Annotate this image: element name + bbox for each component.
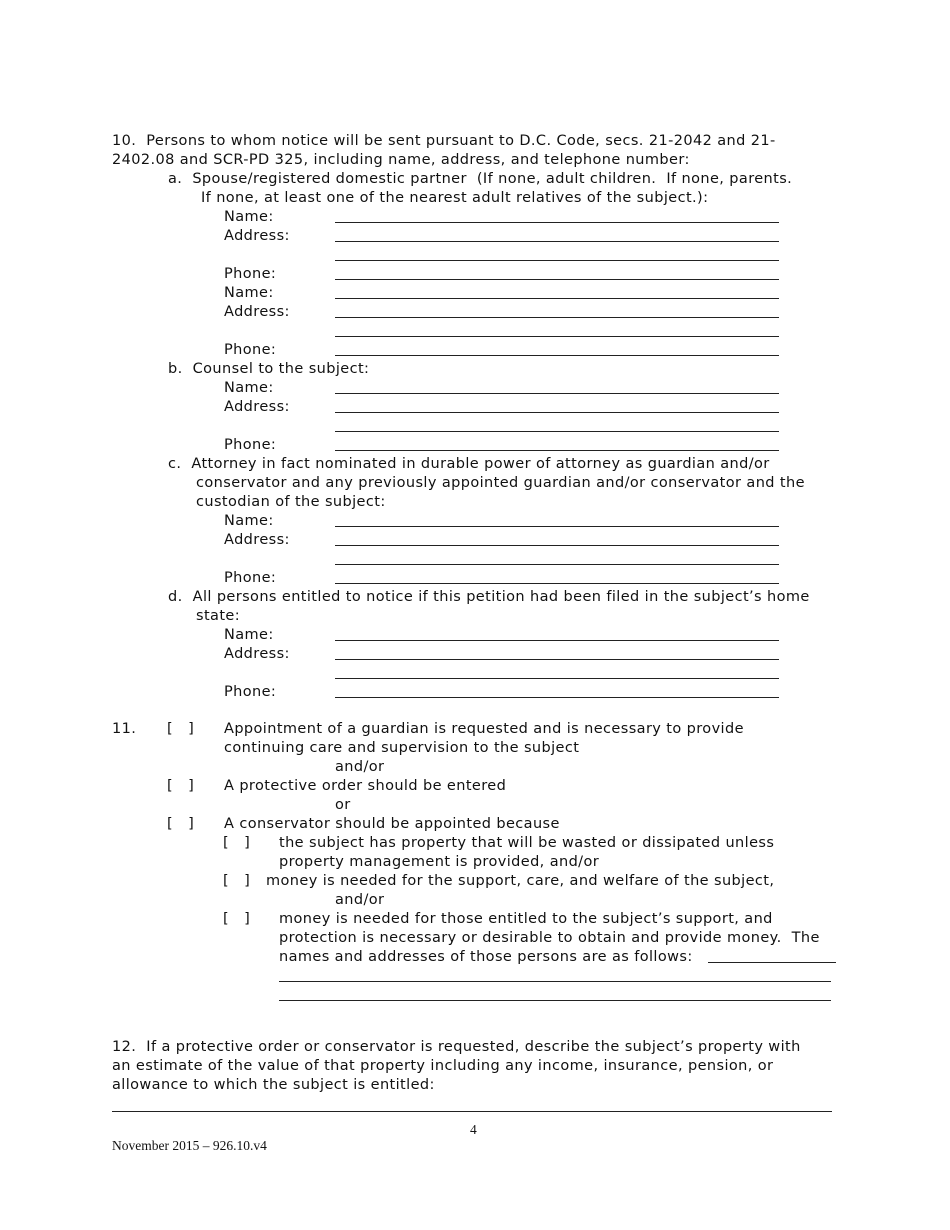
q10d-phone-field[interactable]	[335, 697, 779, 698]
q12-property-field[interactable]	[112, 1111, 832, 1112]
q10b-address-field-2[interactable]	[335, 431, 779, 432]
q11-reason1-text-cont: property management is provided, and/or	[279, 854, 600, 870]
q10c-phone-field[interactable]	[335, 583, 779, 584]
q12-text-line3: allowance to which the subject is entitled:	[112, 1077, 435, 1093]
q10c-name-label: Name:	[224, 513, 274, 529]
q10c-heading: c. Attorney in fact nominated in durable power of attorney as guardian and/or	[168, 456, 770, 472]
q12-text-line2: an estimate of the value of that property including any income, insurance, pension, or	[112, 1058, 774, 1074]
q10a2-name-field[interactable]	[335, 298, 779, 299]
q10a2-name-label: Name:	[224, 285, 274, 301]
q11-reason3-text-cont1: protection is necessary or desirable to obtain and provide money. The	[279, 930, 820, 946]
q11-reason3-checkbox[interactable]: [ ]	[223, 911, 251, 927]
q11-guardian-text-cont: continuing care and supervision to the subject	[224, 740, 580, 756]
q10a2-address-label: Address:	[224, 304, 290, 320]
q10a-heading-cont: If none, at least one of the nearest adult relatives of the subject.):	[201, 190, 709, 206]
q10b-phone-label: Phone:	[224, 437, 277, 453]
q10c-phone-label: Phone:	[224, 570, 277, 586]
q10a-address-field-2[interactable]	[335, 260, 779, 261]
q10b-name-field[interactable]	[335, 393, 779, 394]
q11-persons-field-3[interactable]	[279, 1000, 831, 1001]
q10a-name-field[interactable]	[335, 222, 779, 223]
q11-guardian-checkbox[interactable]: [ ]	[167, 721, 195, 737]
q10-intro-line1: 10. Persons to whom notice will be sent pursuant to D.C. Code, secs. 21-2042 and 21-	[112, 133, 776, 149]
q10c-address-field[interactable]	[335, 545, 779, 546]
q10d-address-field[interactable]	[335, 659, 779, 660]
q11-conservator-checkbox[interactable]: [ ]	[167, 816, 195, 832]
q11-protective-order-text: A protective order should be entered	[224, 778, 507, 794]
q10d-heading-cont: state:	[196, 608, 241, 624]
q10a-heading: a. Spouse/registered domestic partner (If none, adult children. If none, parents.	[168, 171, 793, 187]
q11-conservator-text: A conservator should be appointed because	[224, 816, 560, 832]
q11-and-or-2: and/or	[335, 892, 385, 908]
q11-and-or-1: and/or	[335, 759, 385, 775]
q11-or: or	[335, 797, 351, 813]
q11-reason3-text: money is needed for those entitled to the subject’s support, and	[279, 911, 773, 927]
q10c-address-label: Address:	[224, 532, 290, 548]
q10a2-phone-label: Phone:	[224, 342, 277, 358]
footer-revision: November 2015 – 926.10.v4	[112, 1138, 267, 1153]
q10a2-address-field[interactable]	[335, 317, 779, 318]
q10a2-phone-field[interactable]	[335, 355, 779, 356]
q10b-name-label: Name:	[224, 380, 274, 396]
q10d-address-field-2[interactable]	[335, 678, 779, 679]
q11-persons-field-2[interactable]	[279, 981, 831, 982]
q10a2-address-field-2[interactable]	[335, 336, 779, 337]
q10a-name-label: Name:	[224, 209, 274, 225]
q10a-phone-label: Phone:	[224, 266, 277, 282]
q11-reason3-text-cont2: names and addresses of those persons are as follows:	[279, 949, 693, 965]
q10a-phone-field[interactable]	[335, 279, 779, 280]
q11-guardian-text: Appointment of a guardian is requested and is necessary to provide	[224, 721, 744, 737]
q11-reason2-text: money is needed for the support, care, and welfare of the subject,	[266, 873, 775, 889]
q11-reason1-checkbox[interactable]: [ ]	[223, 835, 251, 851]
q10d-heading: d. All persons entitled to notice if this petition had been filed in the subject’s home	[168, 589, 810, 605]
q10c-address-field-2[interactable]	[335, 564, 779, 565]
q10-intro-line2: 2402.08 and SCR-PD 325, including name, address, and telephone number:	[112, 152, 690, 168]
q10c-heading-cont2: custodian of the subject:	[196, 494, 386, 510]
q10c-heading-cont1: conservator and any previously appointed guardian and/or conservator and the	[196, 475, 805, 491]
q11-persons-field-1[interactable]	[708, 962, 836, 963]
q10d-phone-label: Phone:	[224, 684, 277, 700]
q10a-address-field[interactable]	[335, 241, 779, 242]
q10d-name-label: Name:	[224, 627, 274, 643]
q10b-heading: b. Counsel to the subject:	[168, 361, 370, 377]
q11-reason2-checkbox[interactable]: [ ]	[223, 873, 251, 889]
q10d-address-label: Address:	[224, 646, 290, 662]
page-number: 4	[470, 1122, 477, 1137]
q10a-address-label: Address:	[224, 228, 290, 244]
q10b-address-field[interactable]	[335, 412, 779, 413]
q11-number: 11.	[112, 721, 137, 737]
q10d-name-field[interactable]	[335, 640, 779, 641]
q11-protective-order-checkbox[interactable]: [ ]	[167, 778, 195, 794]
q10b-address-label: Address:	[224, 399, 290, 415]
q10b-phone-field[interactable]	[335, 450, 779, 451]
q11-reason1-text: the subject has property that will be wasted or dissipated unless	[279, 835, 775, 851]
q10c-name-field[interactable]	[335, 526, 779, 527]
q12-text-line1: 12. If a protective order or conservator is requested, describe the subject’s property with	[112, 1039, 801, 1055]
